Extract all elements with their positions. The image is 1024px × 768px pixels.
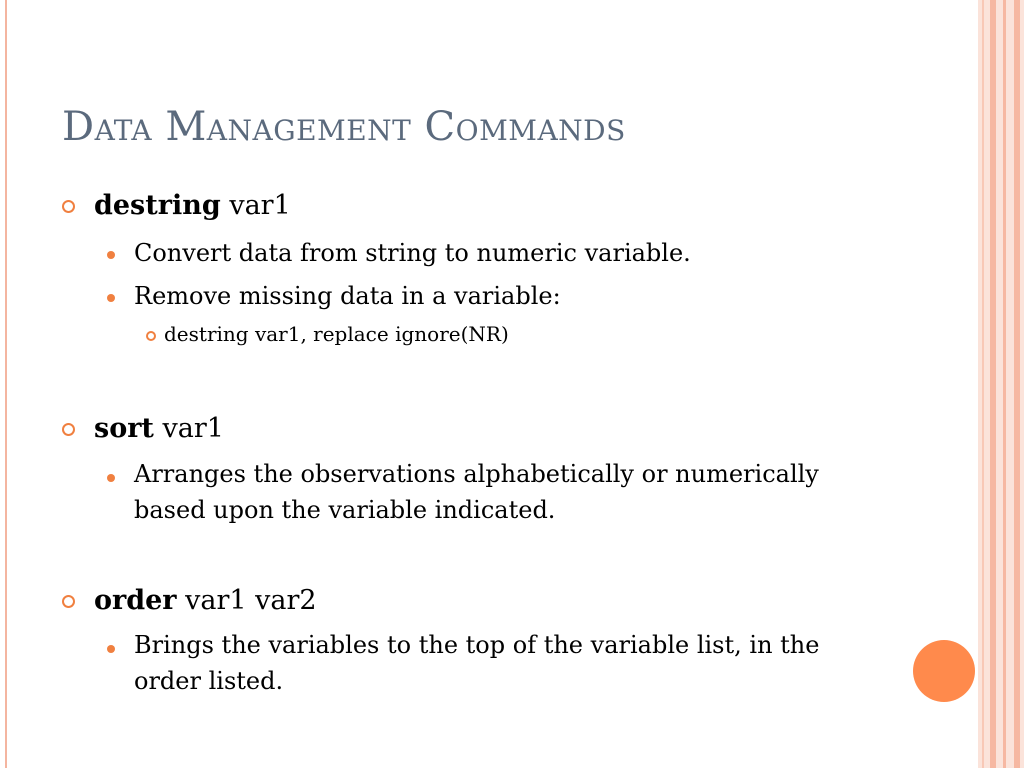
command-line-order: [94, 585, 317, 616]
right-stripe: [990, 0, 996, 768]
ring-bullet-icon: [146, 331, 156, 341]
ring-bullet-icon: [62, 595, 75, 608]
sub-bullet-point: destring var1, replace ignore(NR): [164, 322, 509, 346]
command-keyword: order: [94, 585, 177, 616]
decorative-circle: [913, 640, 975, 702]
left-border-line: [5, 0, 7, 768]
command-line-sort: [94, 413, 224, 444]
right-stripe: [982, 0, 984, 768]
dot-bullet-icon: [107, 251, 115, 259]
ring-bullet-icon: [62, 200, 75, 213]
command-keyword: destring: [94, 190, 221, 221]
dot-bullet-icon: [107, 645, 115, 653]
command-args: var1: [162, 413, 224, 444]
bullet-point: Convert data from string to numeric variable.: [134, 239, 691, 267]
bullet-point: Arranges the observations alphabetically or numerically based upon the variable indicated.: [134, 460, 819, 524]
ring-bullet-icon: [62, 423, 75, 436]
slide-title: Data Management Commands: [62, 104, 626, 150]
bullet-point: Remove missing data in a variable:: [134, 282, 561, 310]
command-keyword: sort: [94, 413, 154, 444]
command-args: var1: [229, 190, 291, 221]
bullet-point: Brings the variables to the top of the variable list, in the order listed.: [134, 631, 820, 695]
command-args: var1 var2: [185, 585, 317, 616]
dot-bullet-icon: [107, 474, 115, 482]
right-stripe: [1003, 0, 1006, 768]
dot-bullet-icon: [107, 294, 115, 302]
command-line-destring: [94, 190, 291, 221]
right-stripe: [1014, 0, 1020, 768]
